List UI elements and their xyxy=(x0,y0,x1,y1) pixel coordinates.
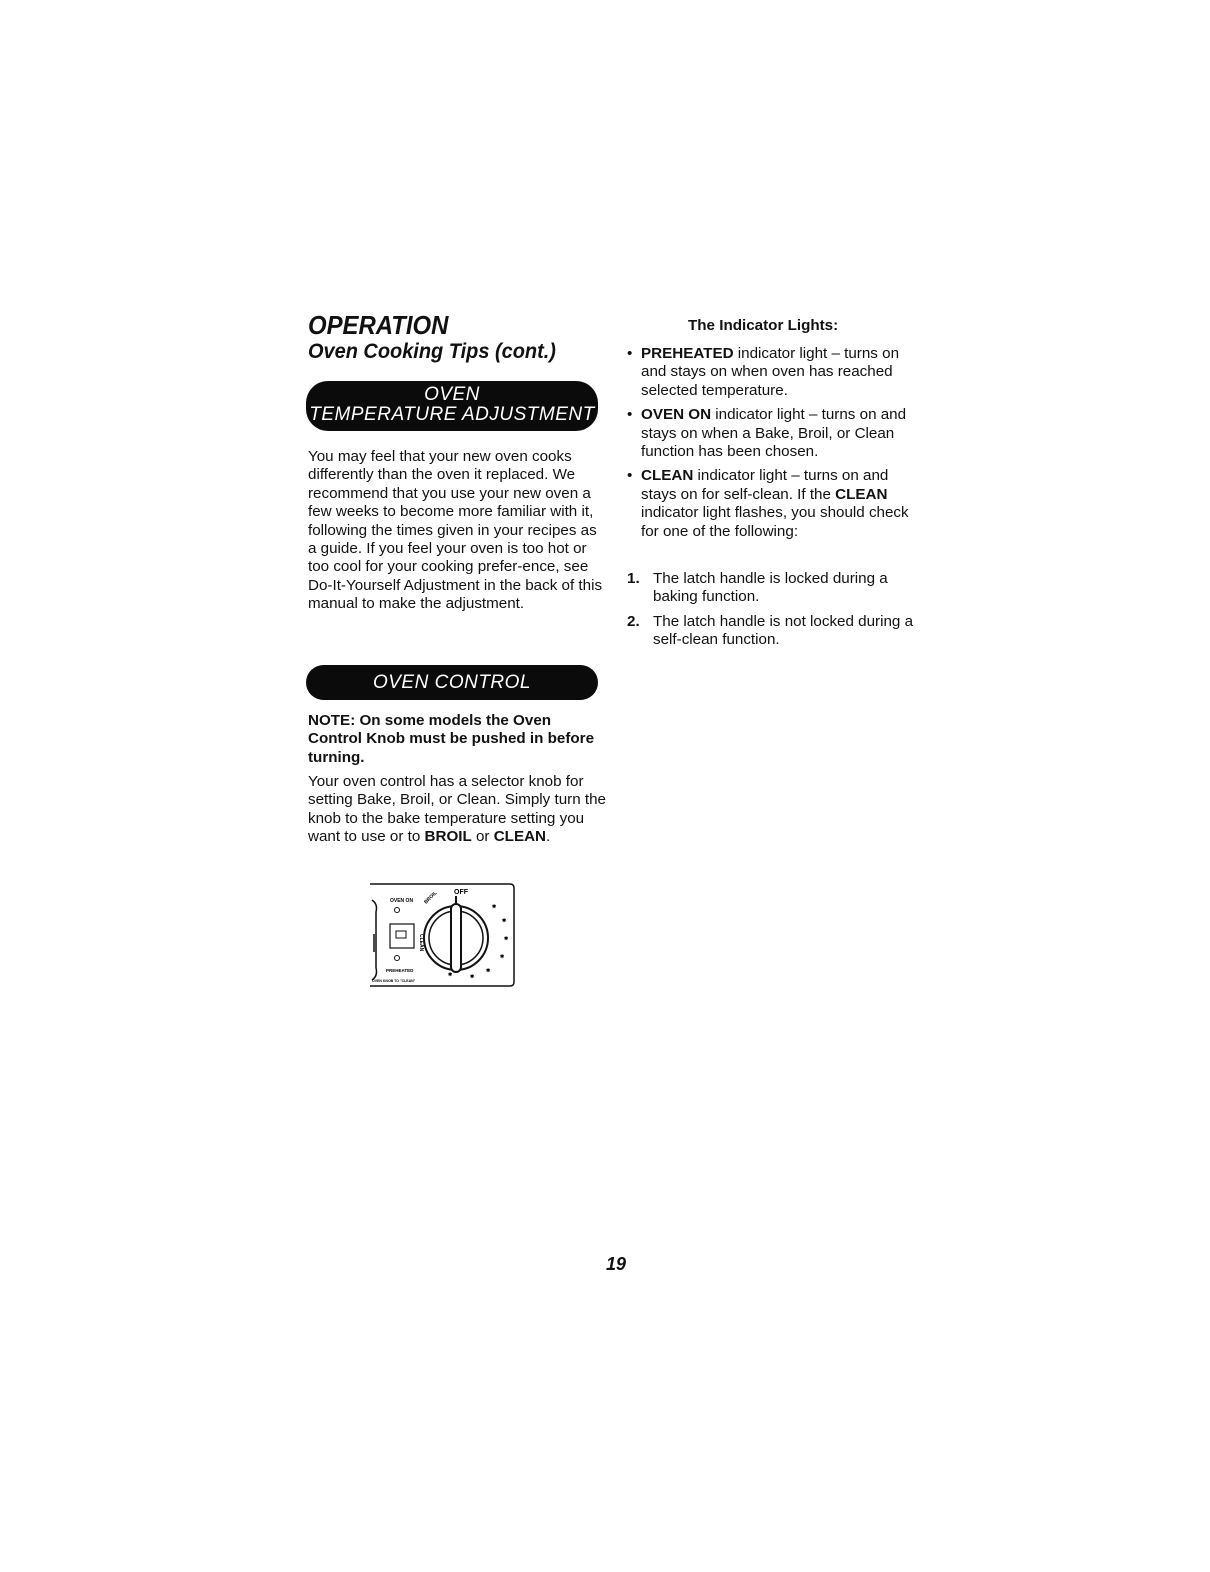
oven-on-label: OVEN ON xyxy=(390,898,414,904)
banner-line-1: OVEN xyxy=(424,384,480,405)
item-text: The latch handle is locked during a baking function. xyxy=(653,570,888,606)
item-keyword-2: CLEAN xyxy=(835,485,888,503)
bullet: • xyxy=(627,406,633,424)
subsection-title: Oven Cooking Tips (cont.) xyxy=(308,340,556,363)
indicator-lights-list xyxy=(627,345,917,547)
page-number: 19 xyxy=(606,1254,627,1274)
item-keyword: OVEN ON xyxy=(641,406,712,424)
bullet: • xyxy=(627,345,633,362)
or-word: or xyxy=(471,828,494,846)
item-text: The latch handle is not locked during a self-clean function. xyxy=(653,612,914,649)
oven-control-text-start: Your oven control has a selector knob for setting Bake, Broil, or Clean. Simply turn the knob to the bake temperature setting you want to use or to xyxy=(308,773,606,846)
item-keyword: PREHEATED xyxy=(641,345,734,362)
broil-keyword: BROIL xyxy=(424,828,472,846)
oven-on-light-icon xyxy=(395,908,400,913)
item-text: indicator light – turns on and stays on when oven has reached selected temperature. xyxy=(641,345,900,399)
item-text: indicator light – turns on and stays on when a Bake, Broil, or Clean function has been chosen. xyxy=(641,406,907,461)
list-item xyxy=(627,613,917,650)
latch-check-list xyxy=(627,570,917,656)
bullet: • xyxy=(627,467,633,485)
list-item-clean xyxy=(627,467,917,541)
item-number: 2. xyxy=(627,612,640,630)
svg-text:✱: ✱ xyxy=(504,936,509,942)
period: . xyxy=(546,828,551,846)
item-text-2: indicator light flashes, you should check for one of the following: xyxy=(641,504,909,540)
clean-label: CLEAN xyxy=(418,934,424,952)
temperature-adjustment-banner xyxy=(306,381,598,431)
preheated-label: PREHEATED xyxy=(386,968,414,973)
temperature-adjustment-text: You may feel that your new oven cooks differently than the oven it replaced. We recommend that you use your new oven a few weeks to become more familiar with it, following the times given in your recipes as a guide. If you feel your oven is too hot or too cool for your cooking prefer-ence, see Do-It-Yourself Adjustment in the back of this manual to make the adjustment. xyxy=(308,448,603,613)
section-title: OPERATION xyxy=(308,310,449,340)
svg-text:✱: ✱ xyxy=(470,974,475,980)
banner-line-2: TEMPERATURE ADJUSTMENT xyxy=(309,404,595,425)
item-text: indicator light – turns on and stays on for self-clean. If the xyxy=(641,467,889,503)
off-label: OFF xyxy=(454,889,468,896)
svg-text:✱: ✱ xyxy=(500,954,505,960)
push-note-label: OVEN KNOB TO "CLEAN" xyxy=(372,979,416,983)
oven-control-knob-diagram xyxy=(368,882,516,988)
indicator-lights-title: The Indicator Lights: xyxy=(688,317,839,334)
list-item-preheated xyxy=(627,345,917,400)
clean-keyword: CLEAN xyxy=(493,828,547,846)
svg-text:✱: ✱ xyxy=(492,904,497,910)
oven-control-text xyxy=(308,773,608,847)
broil-label: BROIL xyxy=(423,890,439,906)
list-item-oven-on xyxy=(627,406,917,461)
preheated-light-icon xyxy=(395,956,400,961)
item-number: 1. xyxy=(627,570,640,587)
svg-text:✱: ✱ xyxy=(502,918,507,924)
oven-control-note: NOTE: On some models the Oven Control Knob must be pushed in before turning. xyxy=(308,712,595,766)
svg-text:✱: ✱ xyxy=(486,968,491,974)
oven-control-banner: OVEN CONTROL xyxy=(306,665,598,700)
item-keyword: CLEAN xyxy=(641,467,694,485)
svg-text:✱: ✱ xyxy=(448,972,453,978)
list-item xyxy=(627,570,917,607)
